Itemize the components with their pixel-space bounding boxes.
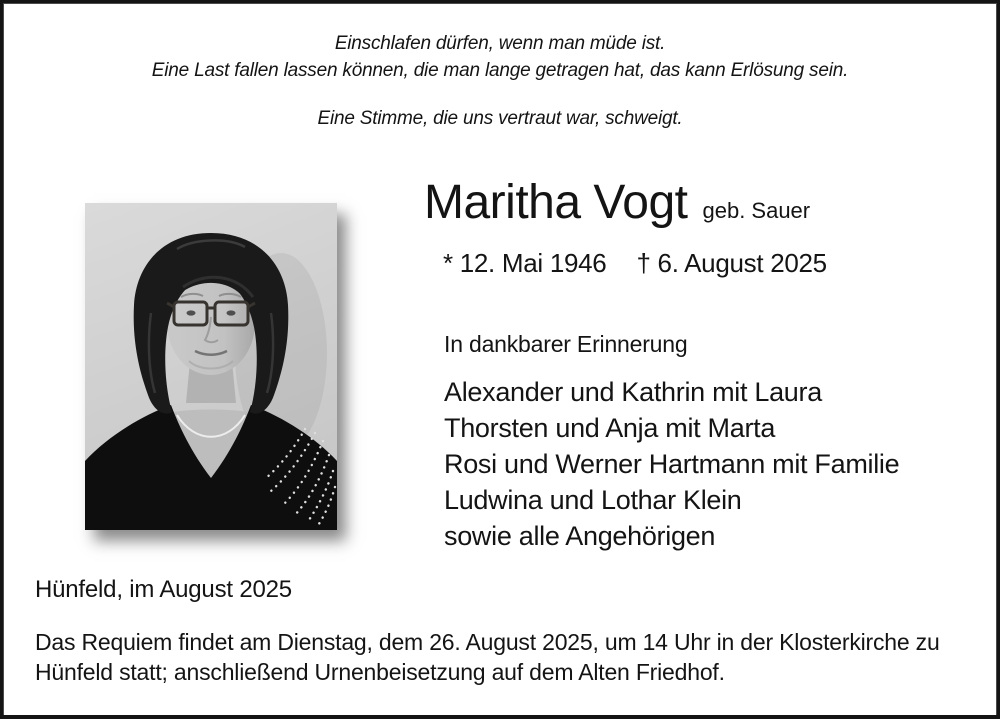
service-info: Das Requiem findet am Dienstag, dem 26. August 2025, um 14 Uhr in der Klosterkirche zu Hünfeld statt; anschließend Urnenbeisetzung auf dem Alten Friedhof. <box>35 629 940 685</box>
death-date: † 6. August 2025 <box>636 248 827 278</box>
place-and-date: Hünfeld, im August 2025 <box>35 576 292 603</box>
mourner-line: sowie alle Angehörigen <box>444 521 716 551</box>
maiden-name: geb. Sauer <box>702 198 811 223</box>
mourner-line: Rosi und Werner Hartmann mit Familie <box>444 449 900 479</box>
birth-date: * 12. Mai 1946 <box>443 248 607 278</box>
epigraph-line-3: Eine Stimme, die uns vertraut war, schweigt. <box>317 108 683 129</box>
epigraph <box>0 30 1000 132</box>
mourner-line: Ludwina und Lothar Klein <box>444 485 742 515</box>
remembrance-intro: In dankbarer Erinnerung <box>444 331 688 357</box>
life-dates <box>443 249 827 277</box>
portrait-photo-illustration <box>85 203 337 530</box>
mourner-line: Thorsten und Anja mit Marta <box>444 413 776 443</box>
mourner-line: Alexander und Kathrin mit Laura <box>444 377 822 407</box>
epigraph-line-2: Eine Last fallen lassen können, die man lange getragen hat, das kann Erlösung sein. <box>151 60 849 81</box>
mourners-list <box>444 374 899 554</box>
epigraph-line-1: Einschlafen dürfen, wenn man müde ist. <box>334 33 666 54</box>
deceased-name-line <box>424 178 810 239</box>
deceased-name: Maritha Vogt <box>424 176 688 229</box>
portrait-photo <box>85 203 337 530</box>
